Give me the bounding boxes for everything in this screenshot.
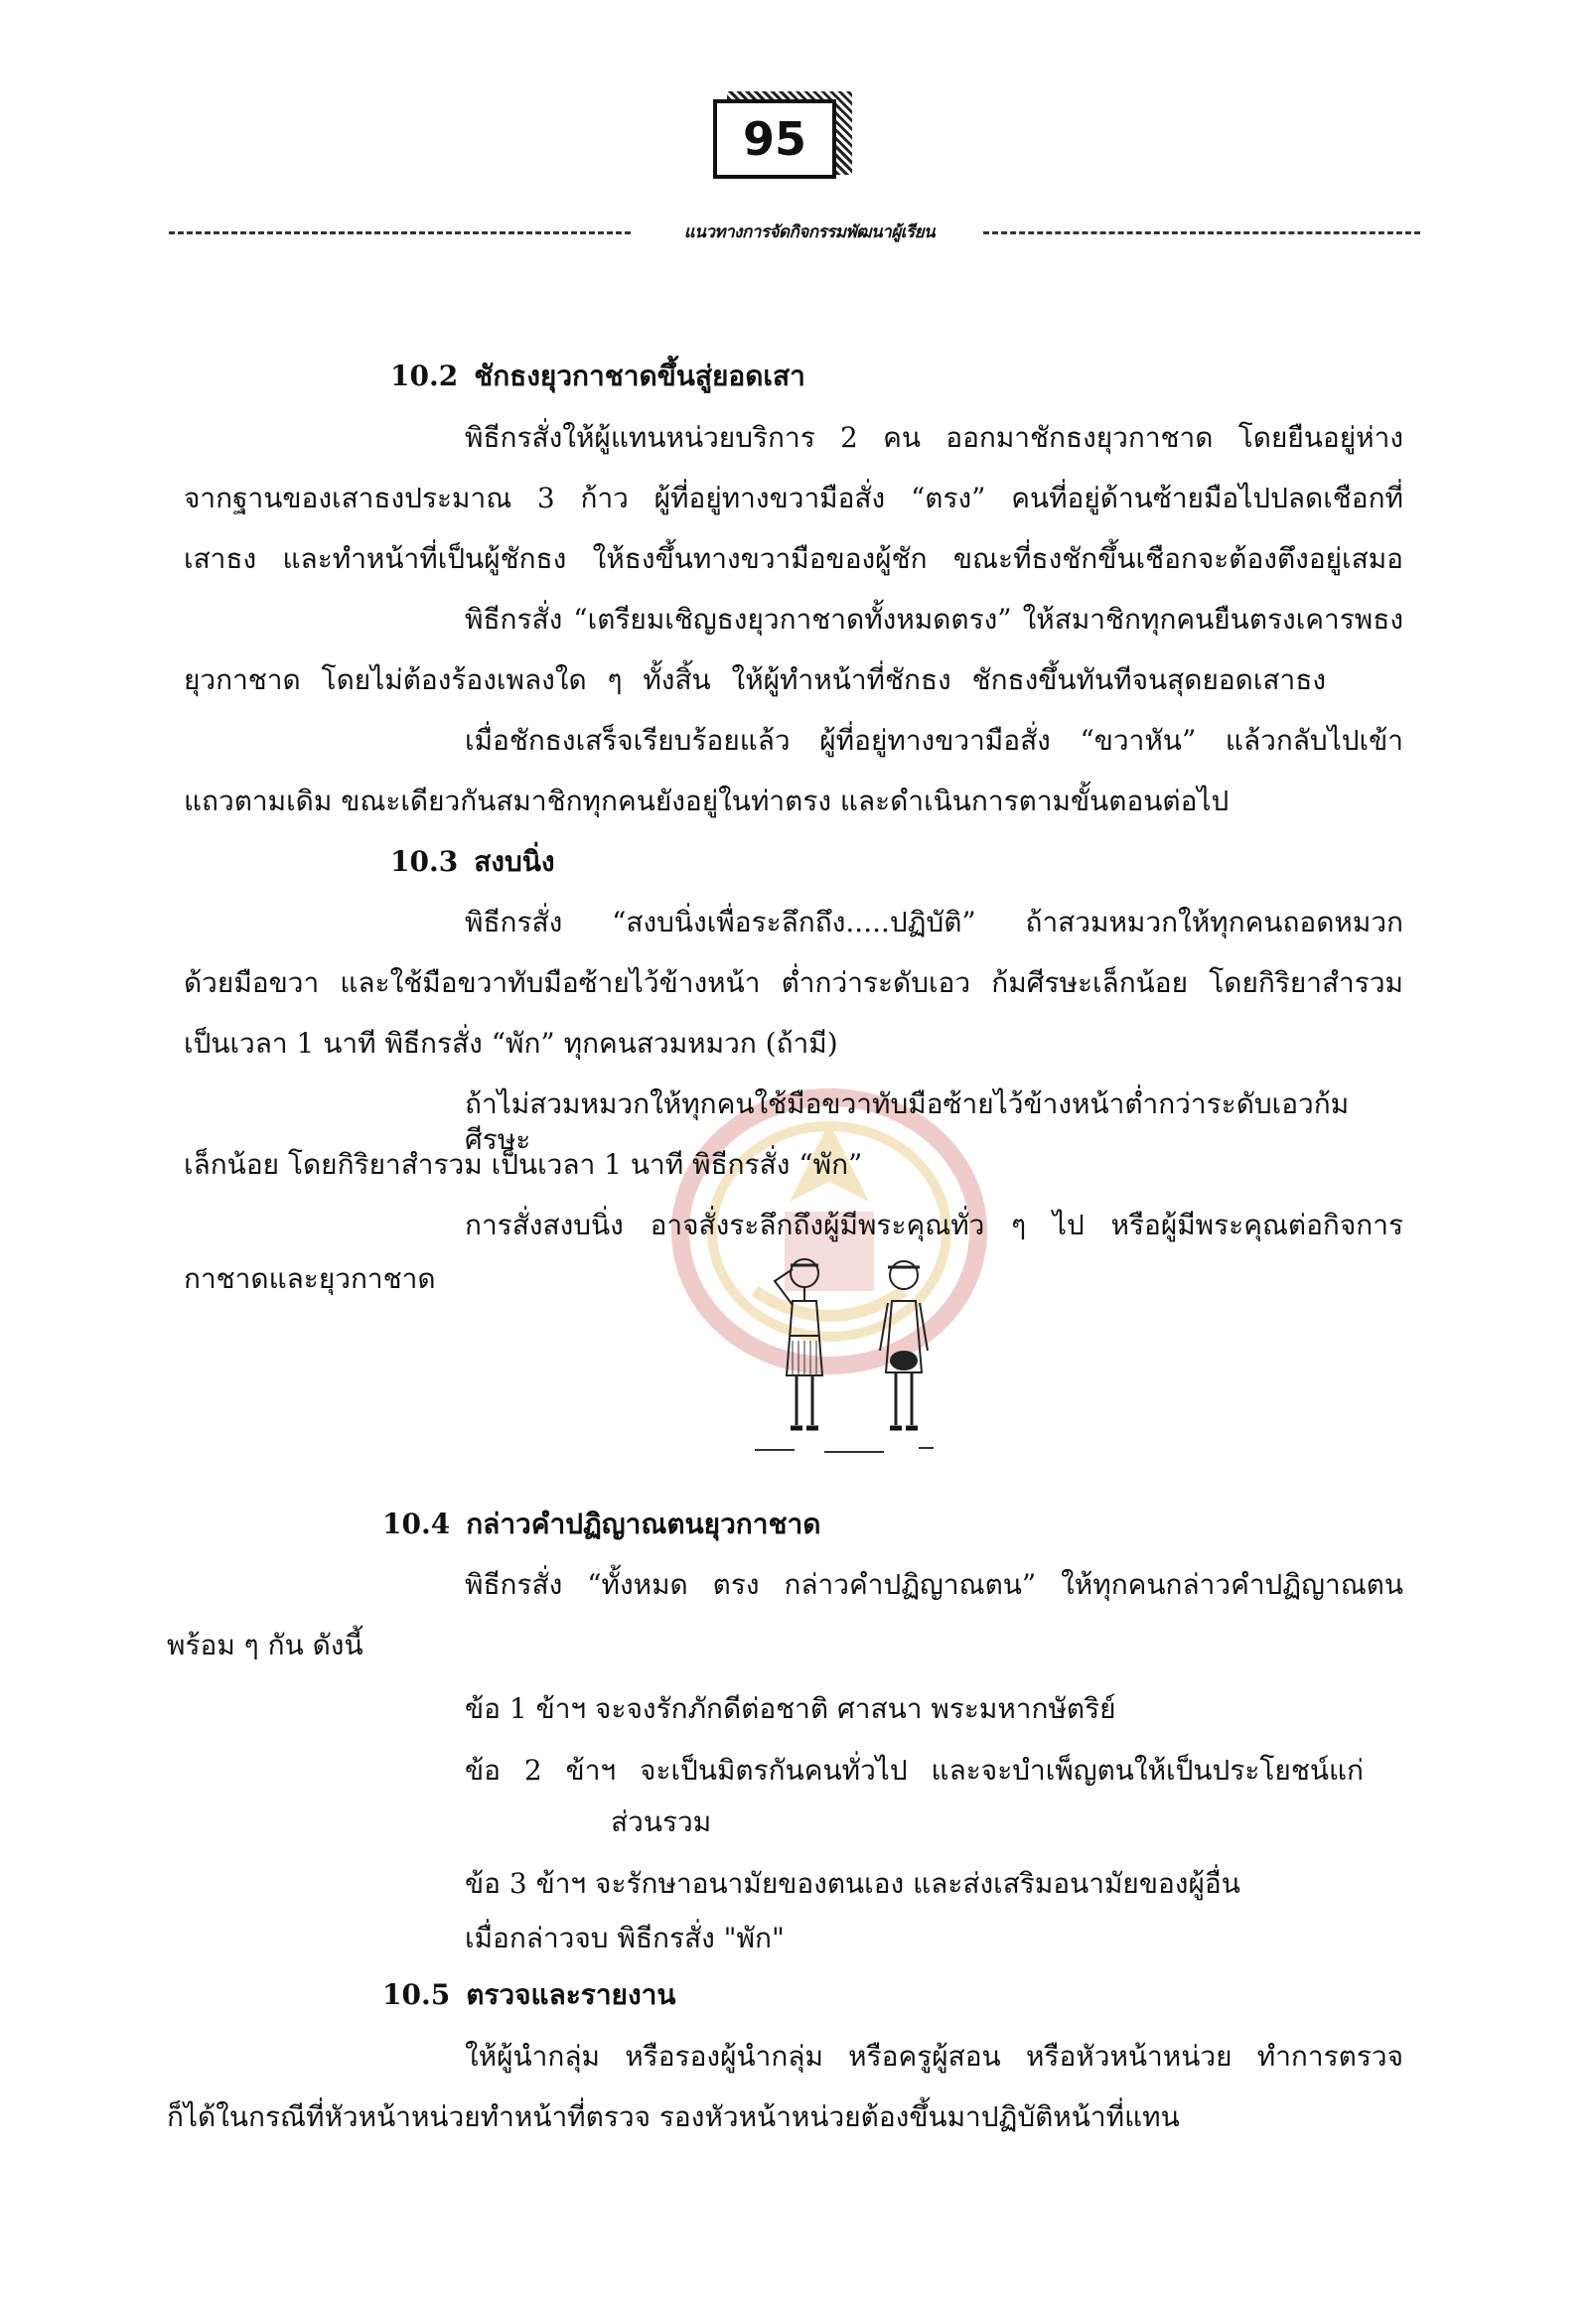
heading-text: กล่าวคำปฏิญาณตนยุวกาชาด [466, 1508, 821, 1540]
paragraph-line: การสั่งสงบนิ่ง อาจสั่งระลึกถึงผู้มีพระคุณทั่ว ๆ ไป หรือผู้มีพระคุณต่อกิจการ [465, 1209, 1403, 1241]
heading-number: 10.2 [390, 360, 459, 392]
paragraph-line: จากฐานของเสาธงประมาณ 3 ก้าว ผู้ที่อยู่ทางขวามือสั่ง “ตรง” คนที่อยู่ด้านซ้ายมือไปปลดเชือกที่ [184, 482, 1403, 514]
paragraph-line: ยุวกาชาด โดยไม่ต้องร้องเพลงใด ๆ ทั้งสิ้น ให้ผู้ทำหน้าที่ชักธง ชักธงขึ้นทันทีจนสุดยอดเสาธง [184, 663, 1326, 696]
pledge-item-1: ข้อ 1 ข้าฯ จะจงรักภักดีต่อชาติ ศาสนา พระมหากษัตริย์ [465, 1692, 1116, 1725]
paragraph-line: ถ้าไม่สวมหมวกให้ทุกคนใช้มือขวาทับมือซ้ายไว้ข้างหน้าต่ำกว่าระดับเอวก้มศีรษะ [465, 1087, 1350, 1156]
paragraph-line: พร้อม ๆ กัน ดังนี้ [167, 1629, 363, 1661]
paragraph-line: พิธีกรสั่ง “ทั้งหมด ตรง กล่าวคำปฏิญาณตน” ให้ทุกคนกล่าวคำปฏิญาณตน [465, 1568, 1403, 1601]
paragraph-line: ด้วยมือขวา และใช้มือขวาทับมือซ้ายไว้ข้างหน้า ต่ำกว่าระดับเอว ก้มศีรษะเล็กน้อย โดยกิริยาสำรวม [184, 966, 1403, 999]
page-number: 95 [713, 99, 836, 179]
heading-text: ตรวจและรายงาน [466, 1978, 676, 2011]
heading-number: 10.4 [382, 1508, 451, 1540]
paragraph-line: พิธีกรสั่งให้ผู้แทนหน่วยบริการ 2 คน ออกมาชักธงยุวกาชาด โดยยืนอยู่ห่าง [465, 421, 1403, 454]
pledge-item-3: ข้อ 3 ข้าฯ จะรักษาอนามัยของตนเอง และส่งเสริมอนามัยของผู้อื่น [465, 1867, 1240, 1900]
header-rule-right [983, 231, 1420, 234]
paragraph-line: เมื่อกล่าวจบ พิธีกรสั่ง "พัก" [465, 1922, 785, 1954]
paragraph-line: ให้ผู้นำกลุ่ม หรือรองผู้นำกลุ่ม หรือครูผู้สอน หรือหัวหน้าหน่วย ทำการตรวจ [465, 2040, 1403, 2073]
paragraph-line: เป็นเวลา 1 นาที พิธีกรสั่ง “พัก” ทุกคนสวมหมวก (ถ้ามี) [184, 1027, 838, 1060]
paragraph-line: แถวตามเดิม ขณะเดียวกันสมาชิกทุกคนยังอยู่ในท่าตรง และดำเนินการตามขั้นตอนต่อไป [184, 785, 1230, 817]
heading-10-5 [382, 1977, 676, 2013]
header-rule-left [169, 231, 631, 234]
pledge-item-2: ข้อ 2 ข้าฯ จะเป็นมิตรกันคนทั่วไป และจะบำเพ็ญตนให้เป็นประโยชน์แก่ [465, 1754, 1364, 1787]
heading-text: ชักธงยุวกาชาดขึ้นสู่ยอดเสา [474, 360, 805, 392]
paragraph-line: เมื่อชักธงเสร็จเรียบร้อยแล้ว ผู้ที่อยู่ทางขวามือสั่ง “ขวาหัน” แล้วกลับไปเข้า [465, 724, 1403, 757]
heading-text: สงบนิ่ง [474, 845, 555, 878]
scouts-salute-illustration-icon [735, 1241, 973, 1460]
heading-number: 10.5 [382, 1978, 451, 2011]
heading-10-4 [382, 1507, 820, 1542]
header-title: แนวทางการจัดกิจกรรมพัฒนาผู้เรียน [683, 222, 936, 242]
paragraph-line: เสาธง และทำหน้าที่เป็นผู้ชักธง ให้ธงขึ้นทางขวามือของผู้ชัก ขณะที่ธงชักขึ้นเชือกจะต้องตึงอยู่เสมอ [184, 542, 1403, 575]
page-number-badge [713, 91, 852, 181]
pledge-item-2-continued: ส่วนรวม [611, 1805, 712, 1838]
paragraph-line: กาชาดและยุวกาชาด [184, 1262, 436, 1295]
paragraph-line: เล็กน้อย โดยกิริยาสำรวม เป็นเวลา 1 นาที พิธีกรสั่ง “พัก” [184, 1148, 863, 1181]
paragraph-line: พิธีกรสั่ง “สงบนิ่งเพื่อระลึกถึง.....ปฏิบัติ” ถ้าสวมหมวกให้ทุกคนถอดหมวก [465, 906, 1403, 938]
paragraph-line: ก็ได้ในกรณีที่หัวหน้าหน่วยทำหน้าที่ตรวจ รองหัวหน้าหน่วยต้องขึ้นมาปฏิบัติหน้าที่แทน [167, 2100, 1180, 2133]
paragraph-line: พิธีกรสั่ง “เตรียมเชิญธงยุวกาชาดทั้งหมดตรง” ให้สมาชิกทุกคนยืนตรงเคารพธง [465, 603, 1403, 636]
heading-10-2 [390, 359, 805, 394]
heading-10-3 [390, 844, 555, 880]
running-header [169, 220, 1420, 240]
heading-number: 10.3 [390, 845, 459, 878]
